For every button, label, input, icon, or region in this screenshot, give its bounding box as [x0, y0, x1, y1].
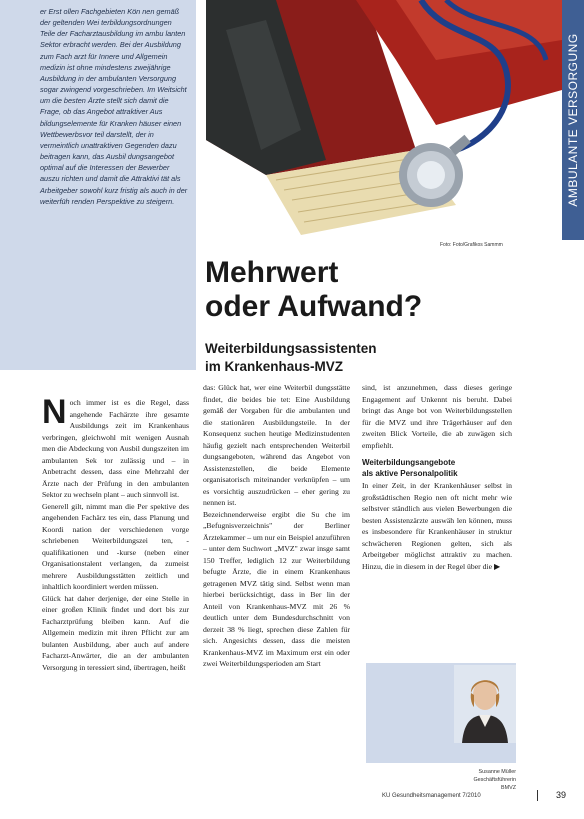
journal-name: KU Gesundheitsmanagement 7/2010 — [382, 793, 481, 799]
paragraph: och immer ist es die Regel, dass angehende Fachärzte ihre gesamte Ausbildungs zeit im Krankenhaus verbringen, gleichwohl mit wenigen Ausnah men die Abdeckung von Ausbil dungszeiten im ambulanten Sek tor zulässig und – in Anbetracht dessen, dass eine Mehrzahl der Ärzte nach der Prüfung in den ambulanten Sektor zu wechseln plant – auch sinnvoll ist. — [42, 398, 189, 499]
paragraph: Generell gilt, nimmt man die Per spektive des angehenden Fachärz tes ein, dass Planung und Koordi nation der verschiedenen vorge schriebenen Weiterbildungszei ten, -qualifikationen und -kurse (neben einer Organisationstalent verlangen, da zumeist mehrere Ausbildungsstätten zeitlich und inhaltlich koordiniert werden müssen. — [42, 501, 189, 591]
article-column-3 — [362, 382, 512, 572]
headline-line: oder Aufwand? — [205, 290, 423, 323]
drop-cap: N — [42, 393, 67, 431]
article-column-2 — [203, 382, 350, 670]
author-portrait — [454, 665, 516, 743]
paragraph-text: In einer Zeit, in der Krankenhäuser selbst in großstädtischen Regio nen oft nicht mehr wie selbstver ständlich aus vielen Bewerbungen die besten Assistenzärzte auswäh len können, muss es insbesondere für Krankenhäuser in struktur schwächeren Regionen gelten, sich als Arbeitgeber möglichst attraktiv zu machen. Hinzu, die in diesem in der Regel über die — [362, 481, 512, 571]
page-number: 39 — [555, 790, 566, 800]
teaser-text: er Erst ollen Fachgebieten Kön nen gemäß der geltenden Wei terbildungsordnungen Teile der Facharztausbildung im ambu lanten Sektor erbracht werden. Bei der Ausbildung zum Fach arzt für Innere und Allgemein medizin ist ohne mindestens zweijährige Ausbildung in der ambulanten Versorgung sogar zwingend vorgeschrieben. Im Weitsicht um die besten Ärzte stellt sich damit die Frage, ob das Angebot attraktiver Aus bildungselemente für Kranken häuser einen Wettbewerbsvor teil darstellt, der in vermeintlich unattraktiven Gegenden dazu beitragen kann, das Ausbil dungsangebot optimal auf die Interessen der Bewerber auszu richten und damit die Attraktivi tät als Arbeitgeber sowohl kurz fristig als auch in der weiterfüh renden Perspektive zu steigern. — [40, 7, 188, 206]
portrait-photo — [454, 665, 516, 743]
section-heading-line: Weiterbildungsangebote — [362, 458, 456, 467]
article-subheadline — [205, 340, 505, 376]
portrait-box — [366, 663, 516, 763]
paragraph: Bezeichnenderweise ergibt die Su che im „Befugnisverzeichnis" der Berliner Ärztekammer – um nur ein Beispiel anzuführen – unter dem Suchwort „MVZ" zwar insge samt 150 Treffer, lediglich 12 zur Weiterbildung befugte Ärzte, die in einem Krankenhaus getragenen MVZ tätig sind. Selbst wenn man hierbei berücksichtigt, dass in Ber lin der Anteil von Krankenhaus-MVZ mit 26 % deutlich unter dem Bundesdurchschnitt von derzeit 38 % liegt, sprechen diese Zahlen für sich. Angesichts dessen, dass die meisten Krankenhaus-MVZ im Maximum erst ein oder zwei Weiterbildungsperioden am Start — [203, 509, 350, 668]
caption-name: Susanne Müller — [478, 769, 516, 775]
headline-line: Mehrwert — [205, 256, 339, 289]
footer-divider — [537, 790, 538, 801]
photo-credit: Foto: Foto/Grafikos Sammm — [440, 242, 503, 248]
paragraph: sind, ist anzunehmen, dass dieses geringe Engagement auf Unkennt nis beruht. Dabei bringt das Ange bot von Weiterbildungsstellen für die MVZ und ihre Trägerhäuser auf den zweiten Blick Vorteile, die ab zuwägen sich empfiehlt. — [362, 383, 512, 450]
section-tab — [562, 0, 584, 240]
article-column-1 — [42, 393, 189, 673]
paragraph: Glück hat daher derjenige, der eine Stelle in einer großen Klinik findet und dort bis zur Facharztprüfung bleiben kann. Auf die Allgemein medizin mit ihren Pflicht zur am bulanten Ausbildung, aber auch auf andere Facharzt-Anwärter, die an der ambulanten Versorgung in teressiert sind, übertragen, heißt — [42, 593, 189, 672]
section-tab-label: AMBULANTE VERSORGUNG — [566, 33, 580, 207]
caption-role: Geschäftsführerin — [473, 777, 516, 783]
caption-org: BMVZ — [501, 785, 516, 791]
book-stethoscope-illustration — [206, 0, 562, 240]
continue-arrow-icon: ▶ — [493, 561, 501, 571]
article-headline — [205, 256, 505, 324]
section-heading-line: als aktive Personalpolitik — [362, 469, 458, 478]
portrait-caption — [440, 768, 516, 792]
paragraph — [362, 480, 512, 572]
article-photo — [206, 0, 562, 240]
paragraph: das: Glück hat, wer eine Weiterbil dungsstätte findet, die beides bie tet: Eine Ausbildung gemäß der Vorgaben für die ambulanten und die stationären Ausbildungsteile. In der Konsequenz suchen heutige Medizinstudenten häufig gezielt nach entsprechenden Weiterbil dungsangeboten, während das Angebot von Assistenzstellen, die beide Elemente organisatorisch miteinander verknüpfen – um es vorsichtig auszudrücken – eher gering zu nennen ist. — [203, 383, 350, 507]
subheadline-line: Weiterbildungsassistenten — [205, 341, 377, 356]
section-heading — [362, 457, 512, 479]
subheadline-line: im Krankenhaus-MVZ — [205, 359, 344, 374]
